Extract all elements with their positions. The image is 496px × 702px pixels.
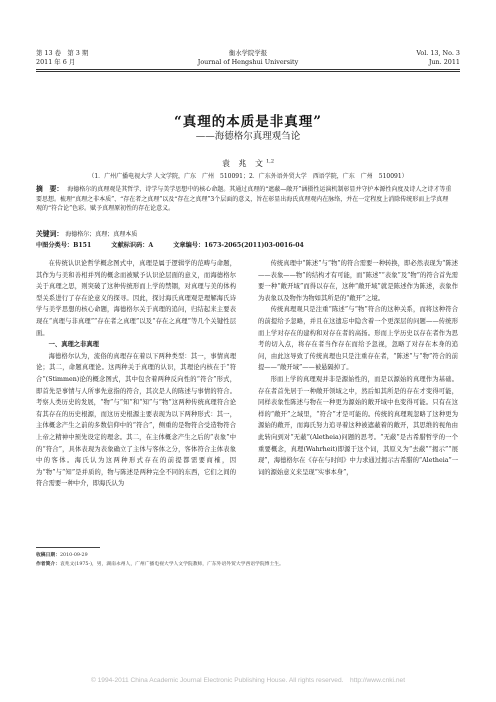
header-rule (36, 69, 460, 70)
author-name: 袁 兆 文 (221, 159, 267, 168)
footnote-received (36, 551, 456, 558)
keywords-text: 海德格尔；真理；真理本质 (65, 231, 138, 238)
received-date: 2010-09-29 (60, 553, 88, 558)
classification-line (36, 240, 454, 249)
footnote-rule (36, 547, 100, 548)
author-info: 袁兆文(1975-)，男，湖南永州人，广州广播电视大学人文学院教师，广东外语外贸大学西语学院博士生。 (60, 562, 284, 567)
body-left-column (36, 258, 236, 490)
header-volume: 第 13 卷 第 3 期 (36, 49, 89, 57)
header-date-cn: 2011 年 6 月 (36, 58, 76, 66)
author-line (0, 158, 496, 169)
received-label: 收稿日期： (36, 552, 60, 558)
header-journal-en: Journal of Hengshui University (197, 58, 299, 66)
body-paragraph: 传统真理中“陈述”与“物”的符合需要一种转换，即必然表现为“陈述——表象——物”的结构才有可能，而“陈述”“表象”及“物”的符合首先需要一种“敞开域”而得以存在，这种“敞开域”就是陈述作为陈述，表象作为表象以及物作为物如其所是的“敞开”之境。 (258, 260, 458, 302)
document-code: 文献标识码：A (111, 242, 154, 249)
affiliation: （1．广州广播电视大学 人文学院，广东 广州 510091；2．广东外语外贸大学 西语学院，广东 广州 510091） (88, 173, 408, 180)
header-rule-thin (36, 71, 460, 72)
footnote-author (36, 560, 456, 567)
abstract-label: 摘 要： (36, 185, 64, 193)
header-date-en: Jun. 2011 (428, 58, 460, 66)
article-number: 文章编号：1673-2065(2011)03-0016-04 (173, 242, 304, 249)
copyright-watermark: © 1994-2011 China Academic Journal Electronic Publishing House. All rights reserved. http://www.cnki.net (90, 677, 406, 684)
article-subtitle: ——海德格尔真理观刍论 (195, 131, 301, 142)
author-sup: 1,2 (266, 158, 275, 165)
body-paragraph: 在传统认识论哲学概念图式中，真理是属于逻辑学的范畴与命题，其作为与美和善相并列的概念而被赋予认识论层面的意义，而海德格尔关于真理之思，则突破了这种传统形而上学的禁锢，对真理与美的体构型关系进行了存在论意义的探寻。因此，探讨海氏真理观是理解海氏诗学与美学思想的核心命题，海德格尔关于真理的追问，归结起来主要表现在“真理与非真理”“存在者之真理”以及“存在之真理”等几个关键性层面。 (36, 260, 236, 337)
header-volume-en: Vol. 13, No. 3 (416, 49, 460, 57)
author-info-label: 作者简介： (36, 561, 60, 567)
body-paragraph: 海德格尔认为，流俗的真理存在着以下两种类型：其一，事情真理论；其二，命题真理论。这两种关于真理的认识，其理论内核在于“符合”(Stimmen)论的概念图式，其中包含着两种反向性的“符合”形式，即首先是事情与人所事先意指的符合，其次是人的陈述与事情的符合。考察人类历史的发展，“物”与“知”和“知”与“物”这两种传统真理符合论有其存在的历史根源，而这历史根源主要表现为以下两种形式：其一，主体概念产生之前的多数信仰中的“符合”，侧重的是物符合受造物符合上帝之精神中预先设定的理念。其二，在主体概念产生之后的“表象”中的“符合”，具体表现为表象确立了主体与客体之分，客体符合主体表象中的客体。海氏认为这两种形式存在的前提都需要商榷，因为“物”与“知”是并质的，物与陈述是两种完全不同的东西，它们之间的符合需要一种中介，即海氏认为 (36, 352, 236, 488)
header-journal-cn: 衡水学院学报 (228, 49, 268, 57)
body-paragraph: 形而上学的真理观并非是源始性的，而是以源始的真理作为基础。存在者首先居于一种敞开领域之中，然后如其所是的存在才变得可能，同样表象性陈述与物在一种更为源始的敞开域中也变得可能。只有在这样的“敞开”之域里，“符合”才是可能的。传统的真理观忽略了这种更为源始的敞开，而海氏努力追寻着这种被遮蔽着的敞开，其思维的视角由此转向到对“无蔽”(Aletheia)问题的思考。“无蔽”是古希腊哲学的一个重要概念，真理(Wahrheit)即源于这个词，其原义为“去蔽”“揭示”“展现”，海德格尔在《存在与时间》中力求通过揭示古希腊的“Aletheia”一词的源始意义来呈现“实事本身”， (258, 375, 458, 476)
abstract (36, 185, 454, 214)
keywords (36, 228, 454, 238)
section-heading: 一、真理之非真理 (48, 341, 99, 349)
clc-number: 中图分类号：B151 (36, 242, 92, 249)
body-paragraph: 传统真理观只是注重“陈述”与“物”符合的这种关系，而将这种符合的前提给予忽略，并且在这遗忘中隐含着一个更深层的问题——传统形而上学对存在的建构和对存在者的高扬。形而上学历史以存在者作为思考的切入点，将存在者当作存在而给予忽视，忽略了对存在本身的追问，由此这导致了传统真理也只是注重存在者，“陈述”与“物”符合的前提——“敞开域”——被悬隔掉了。 (258, 306, 458, 372)
keywords-label: 关键词： (36, 230, 64, 238)
article-title: “真理的本质是非真理” (173, 114, 323, 130)
abstract-text: 海德格尔的真理观是其哲学、诗学与美学思想中的核心命题。其通过真理的“遮蔽—敞开”涵摄性运演机制彰显并守护本源性向度及诗人之诗才等重要思想。梳理“真理之非本质”、“存在者之真理”以及“存在之真理”3个层面的意义，旨在彰显出海氏真理观内在脉络，并在一定程度上消除传统形而上学真理观的“符合论”色彩。赋予真理原初性的存在论意义。 (36, 186, 452, 213)
body-right-column (258, 258, 458, 478)
